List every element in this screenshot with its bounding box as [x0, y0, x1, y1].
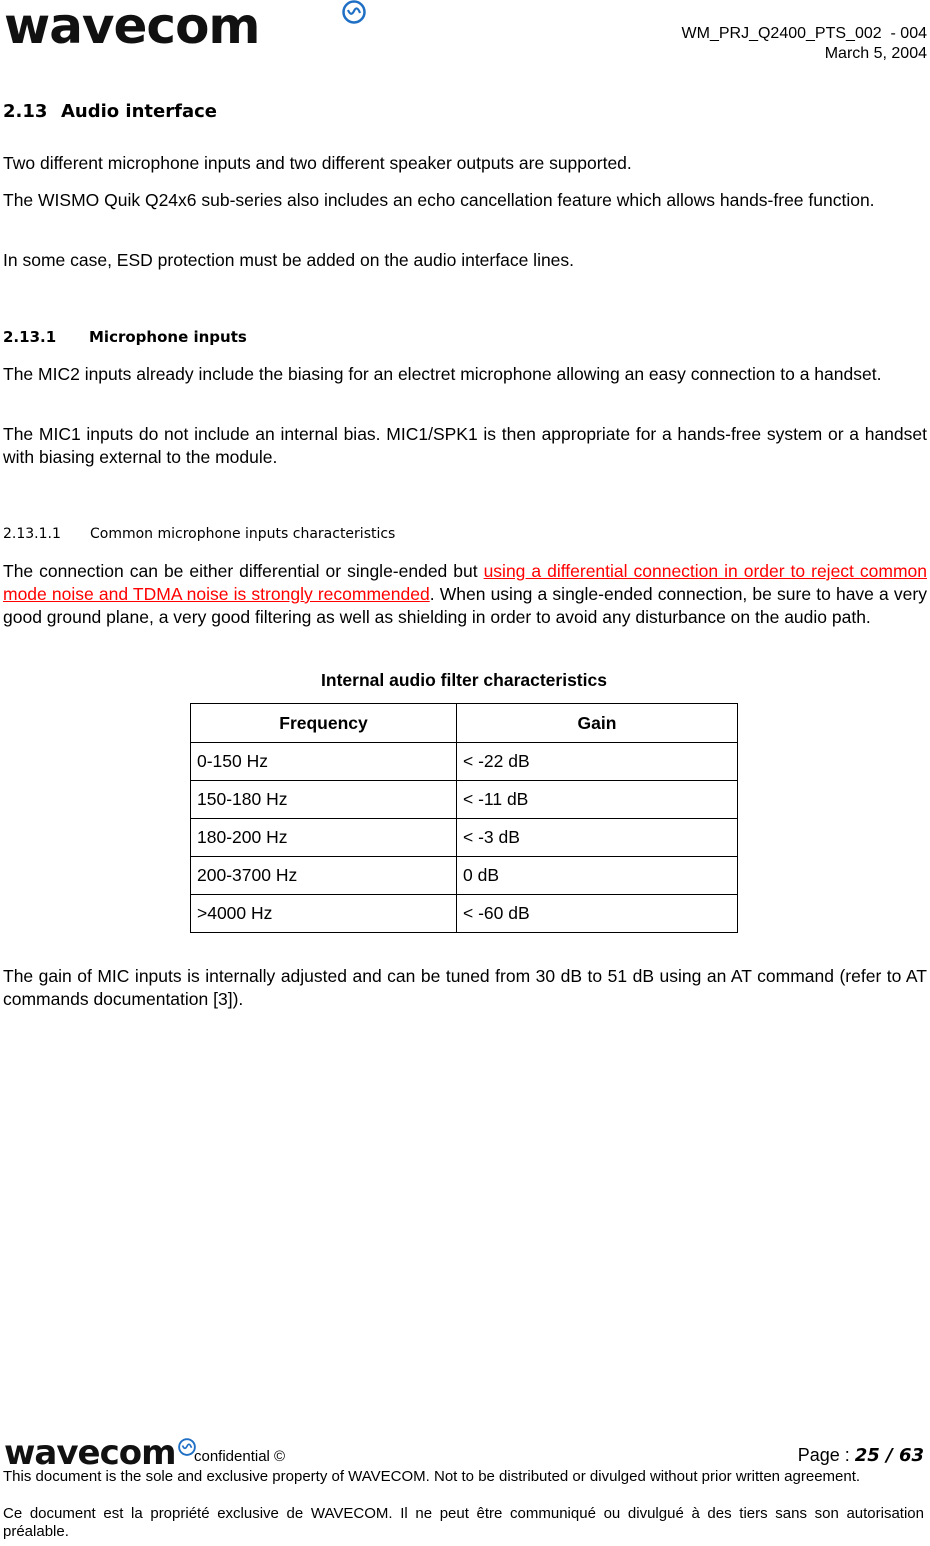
doc-date: March 5, 2004 [824, 45, 927, 62]
subsubsection-title: Common microphone inputs characteristics [90, 526, 396, 542]
table-row [191, 857, 738, 895]
section-heading [3, 100, 217, 124]
table-cell: < -3 dB [457, 819, 738, 857]
footer-notice-fr: Ce document est la propriété exclusive de WAVECOM. Il ne peut être communiqué ou divulgué à des tiers sans son autorisation préalable. [3, 1505, 924, 1540]
paragraph: The WISMO Quik Q24x6 sub-series also includes an echo cancellation feature which allows hands-free function. [3, 190, 875, 210]
footer-notice-en: This document is the sole and exclusive property of WAVECOM. Not to be distributed or divulged without prior written agreement. [3, 1468, 861, 1485]
subsection-title: Microphone inputs [89, 328, 247, 346]
page-number: 25 / 63 [854, 1445, 924, 1466]
table-cell: >4000 Hz [191, 895, 457, 933]
paragraph [3, 560, 927, 629]
table-cell: 0 dB [457, 857, 738, 895]
text-run: The connection can be either differential or single-ended but [3, 561, 484, 581]
table-row [191, 819, 738, 857]
paragraph: The gain of MIC inputs is internally adjusted and can be tuned from 30 dB to 51 dB using an AT command (refer to AT commands documentation [3]). [3, 966, 927, 1009]
subsection-heading [3, 327, 247, 347]
subsubsection-heading [3, 524, 395, 544]
section-title: Audio interface [61, 101, 217, 122]
subsection-number: 2.13.1 [3, 328, 57, 346]
doc-ref-number: WM_PRJ_Q2400_PTS_002 - 004 [681, 25, 927, 42]
document-reference [682, 24, 927, 64]
table-cell: < -60 dB [457, 895, 738, 933]
section-number: 2.13 [3, 101, 48, 122]
paragraph: In some case, ESD protection must be added on the audio interface lines. [3, 250, 575, 270]
table-cell: 200-3700 Hz [191, 857, 457, 895]
table-cell: 180-200 Hz [191, 819, 457, 857]
table-row [191, 781, 738, 819]
confidential-label: confidential © [194, 1448, 286, 1465]
logo-text: wavecom [4, 1433, 176, 1473]
page-label: Page : [797, 1445, 855, 1465]
table-cell: 0-150 Hz [191, 743, 457, 781]
column-header: Gain [457, 704, 738, 743]
logo-swirl-icon [342, 0, 366, 24]
highlighted-recommendation: using a differential connection in order to reject common mode noise and TDMA noise is strongly recommended [3, 561, 927, 604]
table-cell: < -11 dB [457, 781, 738, 819]
paragraph: Two different microphone inputs and two different speaker outputs are supported. [3, 153, 632, 173]
footer-wavecom-logo [4, 1434, 176, 1472]
table-cell: < -22 dB [457, 743, 738, 781]
table-cell: 150-180 Hz [191, 781, 457, 819]
header-wavecom-logo [4, 0, 260, 56]
paragraph: The MIC2 inputs already include the biasing for an electret microphone allowing an easy connection to a handset. [3, 364, 882, 384]
logo-text: wavecom [4, 0, 260, 55]
subsubsection-number: 2.13.1.1 [3, 526, 61, 542]
page-indicator [798, 1444, 924, 1467]
paragraph: The MIC1 inputs do not include an internal bias. MIC1/SPK1 is then appropriate for a hands-free system or a handset with biasing external to the module. [3, 424, 927, 467]
audio-filter-table [190, 703, 738, 933]
text-run: . When using a single-ended connection, be sure to have a very good ground plane, a very good filtering as well as shielding in order to avoid any disturbance on the audio path. [3, 584, 927, 627]
table-row [191, 743, 738, 781]
column-header: Frequency [191, 704, 457, 743]
table-caption: Internal audio filter characteristics [321, 670, 607, 690]
table-header-row [191, 704, 738, 743]
table-row [191, 895, 738, 933]
